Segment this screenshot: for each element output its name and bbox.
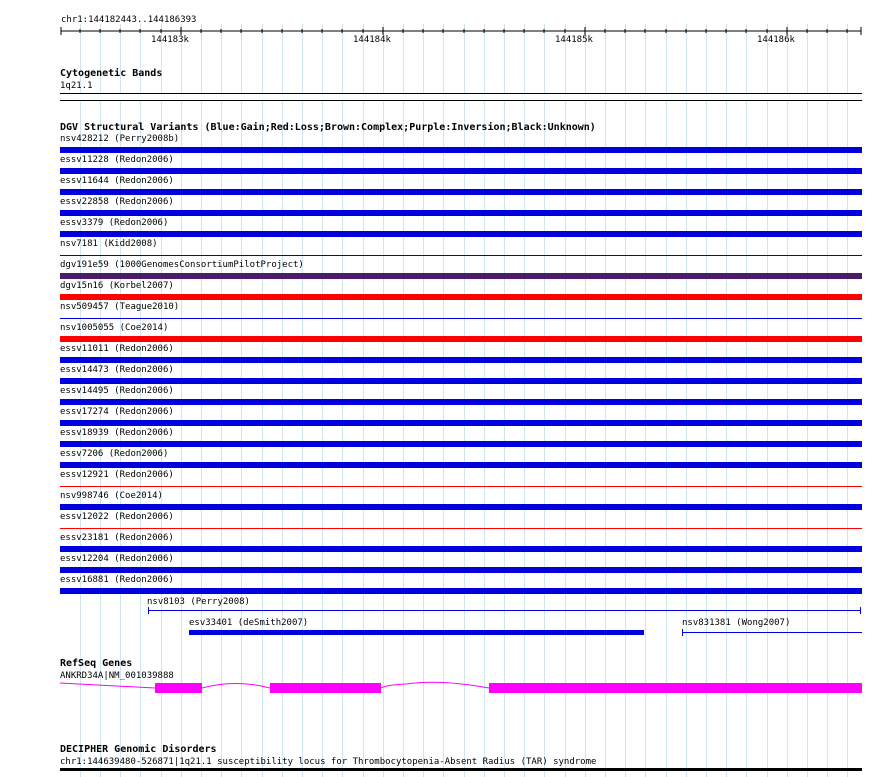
ruler-tick-label: 144184k — [353, 35, 391, 45]
variant-bar[interactable] — [60, 378, 862, 384]
cytoband-label[interactable]: 1q21.1 — [60, 81, 93, 91]
variant-label[interactable]: nsv1005055 (Coe2014) — [60, 323, 169, 333]
variant-label[interactable]: essv18939 (Redon2006) — [60, 428, 174, 438]
decipher-bar[interactable] — [60, 768, 862, 771]
variant-line[interactable] — [682, 632, 862, 633]
track-title-dgv: DGV Structural Variants (Blue:Gain;Red:Loss;Brown:Complex;Purple:Inversion;Black:Unknown) — [60, 122, 596, 133]
variant-label[interactable]: essv14495 (Redon2006) — [60, 386, 174, 396]
variant-label[interactable]: essv17274 (Redon2006) — [60, 407, 174, 417]
variant-bar[interactable] — [60, 546, 862, 552]
variant-label[interactable]: essv12204 (Redon2006) — [60, 554, 174, 564]
variant-bar[interactable] — [60, 318, 862, 319]
variant-bar[interactable] — [60, 462, 862, 468]
gene-model[interactable] — [0, 675, 890, 705]
variant-bar[interactable] — [60, 255, 862, 256]
ruler-tick-label: 144183k — [151, 35, 189, 45]
variant-line[interactable] — [148, 610, 861, 611]
variant-bar[interactable] — [60, 441, 862, 447]
variant-end-tick — [682, 629, 683, 636]
variant-label[interactable]: essv14473 (Redon2006) — [60, 365, 174, 375]
variant-label[interactable]: dgv15n16 (Korbel2007) — [60, 281, 174, 291]
variant-label[interactable]: essv22858 (Redon2006) — [60, 197, 174, 207]
variant-bar[interactable] — [60, 588, 862, 594]
variant-bar[interactable] — [60, 273, 862, 279]
variant-bar[interactable] — [60, 210, 862, 216]
variant-bar[interactable] — [60, 336, 862, 342]
variant-label[interactable]: nsv998746 (Coe2014) — [60, 491, 163, 501]
variant-bar[interactable] — [60, 504, 862, 510]
variant-bar[interactable] — [60, 528, 862, 529]
variant-bar[interactable] — [60, 294, 862, 300]
variant-bar[interactable] — [60, 567, 862, 573]
variant-bar[interactable] — [60, 399, 862, 405]
variant-label[interactable]: essv11011 (Redon2006) — [60, 344, 174, 354]
variant-bar[interactable] — [60, 420, 862, 426]
variant-label[interactable]: essv12921 (Redon2006) — [60, 470, 174, 480]
variant-label[interactable]: essv7206 (Redon2006) — [60, 449, 169, 459]
variant-bar[interactable] — [60, 357, 862, 363]
variant-label[interactable]: nsv8103 (Perry2008) — [147, 597, 250, 607]
track-title-refseq: RefSeq Genes — [60, 658, 133, 669]
variant-bar[interactable] — [60, 189, 862, 195]
ruler-tick-label: 144185k — [555, 35, 593, 45]
variant-end-tick — [148, 607, 149, 614]
gene-label[interactable]: ANKRD34A|NM_001039888 — [60, 671, 174, 681]
variant-bar[interactable] — [60, 231, 862, 237]
variant-label[interactable]: nsv831381 (Wong2007) — [682, 618, 791, 628]
variant-label[interactable]: nsv428212 (Perry2008b) — [60, 134, 180, 144]
variant-bar[interactable] — [60, 168, 862, 174]
variant-label[interactable]: essv11228 (Redon2006) — [60, 155, 174, 165]
variant-bar[interactable] — [189, 630, 644, 635]
variant-label[interactable]: essv12022 (Redon2006) — [60, 512, 174, 522]
variant-label[interactable]: essv3379 (Redon2006) — [60, 218, 169, 228]
decipher-label[interactable]: chr1:144639480-526871|1q21.1 susceptibility locus for Thrombocytopenia-Absent Radius (TAR) syndrome — [60, 757, 597, 767]
cytoband-bar[interactable] — [60, 93, 862, 101]
variant-label[interactable]: essv16881 (Redon2006) — [60, 575, 174, 585]
variant-bar[interactable] — [60, 147, 862, 153]
track-title-cytoband: Cytogenetic Bands — [60, 68, 163, 79]
location-label: chr1:144182443..144186393 — [61, 15, 197, 25]
variant-label[interactable]: essv23181 (Redon2006) — [60, 533, 174, 543]
variant-end-tick — [860, 607, 861, 614]
variant-bar[interactable] — [60, 486, 862, 487]
variant-label[interactable]: dgv191e59 (1000GenomesConsortiumPilotProject) — [60, 260, 304, 270]
track-title-decipher: DECIPHER Genomic Disorders — [60, 744, 217, 755]
ruler-tick-label: 144186k — [757, 35, 795, 45]
variant-label[interactable]: nsv509457 (Teague2010) — [60, 302, 180, 312]
variant-label[interactable]: essv11644 (Redon2006) — [60, 176, 174, 186]
variant-label[interactable]: nsv7181 (Kidd2008) — [60, 239, 158, 249]
variant-label[interactable]: esv33401 (deSmith2007) — [189, 618, 309, 628]
